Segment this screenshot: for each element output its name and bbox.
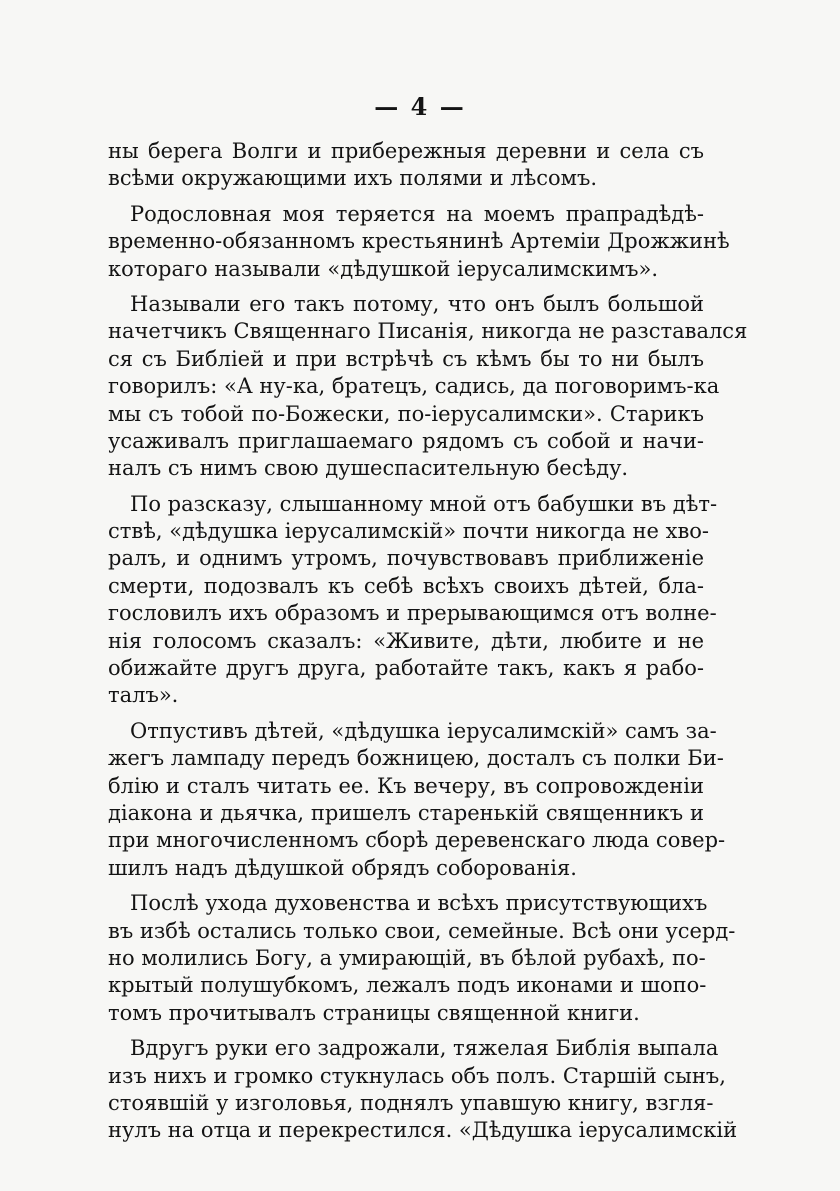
text-line: котораго называли «дѣдушкой іерусалимскимъ». — [108, 256, 659, 281]
text-line: стоявшій у изголовья, поднялъ упавшую книгу, взгля- — [108, 1090, 714, 1115]
text-line: начетчикъ Священнаго Писанія, никогда не разставался — [108, 319, 748, 344]
text-line: ралъ, и однимъ утромъ, почувствовавъ приближеніе — [108, 546, 704, 571]
text-line: въ избѣ остались только свои, семейные. Всѣ они усерд- — [108, 918, 736, 943]
text-line: при многочисленномъ сборѣ деревенскаго люда совер- — [108, 828, 726, 853]
text-line: талъ». — [108, 683, 179, 708]
text-line: Отпустивъ дѣтей, «дѣдушка іерусалимскій» самъ за- — [130, 718, 717, 743]
paragraph — [108, 491, 718, 710]
text-line: ся съ Библіей и при встрѣчѣ съ кѣмъ бы то ни былъ — [108, 346, 704, 371]
paragraph — [108, 890, 736, 1027]
page-number: — 4 — — [374, 92, 466, 121]
text-line: томъ прочитывалъ страницы священной книги. — [108, 1000, 640, 1025]
text-line: но молились Богу, а умирающій, въ бѣлой рубахѣ, по- — [108, 945, 706, 970]
body-text — [108, 138, 748, 1143]
text-line: всѣми окружающими ихъ полями и лѣсомъ. — [108, 166, 598, 191]
paragraph — [108, 291, 748, 483]
text-line: жегъ лампаду передъ божницею, досталъ съ полки Би- — [108, 746, 724, 771]
text-line: нулъ на отца и перекрестился. «Дѣдушка іерусалимскій — [108, 1118, 738, 1143]
text-line: мы съ тобой по-Божески, по-іерусалимски». Старикъ — [108, 401, 704, 426]
text-line: Вдругъ руки его задрожали, тяжелая Библія выпала — [130, 1036, 719, 1061]
paragraph — [108, 201, 730, 283]
text-line: шилъ надъ дѣдушкой обрядъ соборованія. — [108, 855, 577, 880]
text-line: говорилъ: «А ну-ка, братецъ, садись, да поговоримъ-ка — [108, 374, 720, 399]
text-line: обижайте другъ друга, работайте такъ, какъ я рабо- — [108, 656, 704, 681]
text-line: блію и сталъ читать ее. Къ вечеру, въ сопровожденіи — [108, 773, 704, 798]
text-line: временно-обязанномъ крестьянинѣ Артеміи Дрожжинѣ — [108, 229, 730, 254]
text-line: ны берега Волги и прибережныя деревни и села съ — [108, 139, 704, 163]
text-line: гословилъ ихъ образомъ и прерывающимся отъ волне- — [108, 601, 717, 626]
text-line: изъ нихъ и громко стукнулась объ полъ. Старшій сынъ, — [108, 1063, 726, 1088]
paragraph — [108, 138, 704, 193]
text-line: діакона и дьячка, пришелъ старенькій священникъ и — [108, 800, 704, 825]
text-line: налъ съ нимъ свою душеспасительную бесѣду. — [108, 456, 629, 481]
text-line: Родословная моя теряется на моемъ прапрадѣдѣ- — [130, 201, 704, 226]
paragraph — [108, 1035, 738, 1145]
text-line: Послѣ ухода духовенства и всѣхъ присутствующихъ — [130, 891, 708, 916]
text-line: усаживалъ приглашаемаго рядомъ съ собой и начи- — [108, 428, 704, 453]
paragraph — [108, 718, 726, 882]
text-line: нія голосомъ сказалъ: «Живите, дѣти, любите и не — [108, 628, 704, 653]
text-line: Называли его такъ потому, что онъ былъ большой — [130, 291, 704, 316]
text-line: ствѣ, «дѣдушка іерусалимскій» почти никогда не хво- — [108, 519, 710, 544]
text-line: крытый полушубкомъ, лежалъ подъ иконами и шопо- — [108, 973, 707, 998]
text-line: По разсказу, слышанному мной отъ бабушки въ дѣт- — [130, 491, 718, 516]
text-line: смерти, подозвалъ къ себѣ всѣхъ своихъ дѣтей, бла- — [108, 573, 704, 598]
